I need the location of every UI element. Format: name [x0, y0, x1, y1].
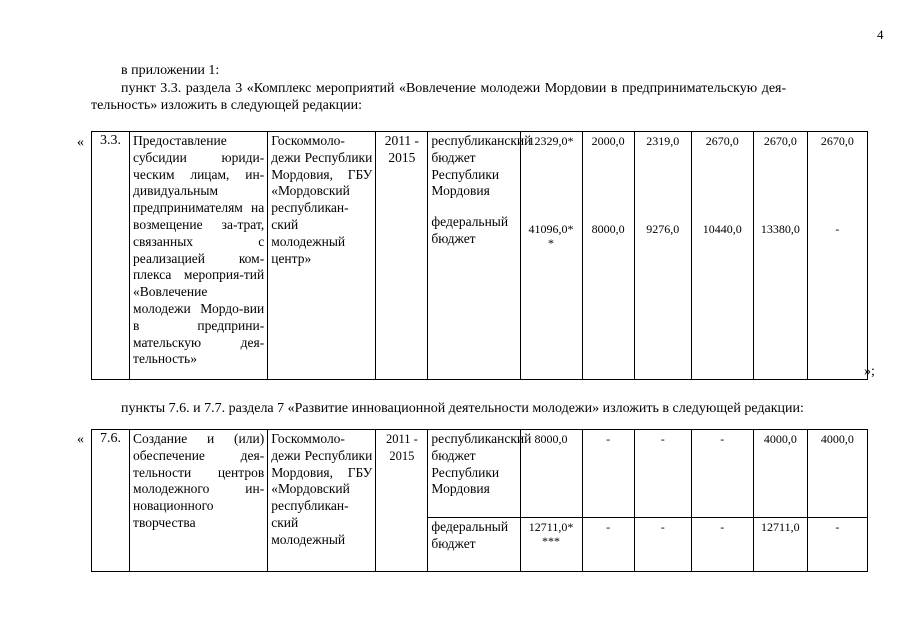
intro-line-1: в приложении 1: — [121, 63, 220, 78]
v2015-regional: 2670,0 — [820, 134, 854, 148]
v2015-regional: 4000,0 — [807, 430, 867, 518]
total-regional: 12329,0* — [528, 134, 574, 148]
opening-quote-1: « — [77, 135, 84, 150]
page-number: 4 — [877, 27, 884, 42]
v2014-federal: 12711,0 — [753, 518, 807, 572]
value-2012 — [634, 132, 691, 380]
total-federal: 41096,0* — [528, 222, 574, 236]
source-federal: федеральный бюджет — [431, 214, 509, 246]
total-federal — [520, 518, 582, 572]
funding-sources — [428, 132, 532, 380]
total-federal-mark: *** — [542, 533, 561, 548]
source-federal: федеральный бюджет — [428, 518, 520, 572]
v2013-federal: 10440,0 — [702, 222, 742, 236]
total-federal-value: 12711,0* — [528, 520, 574, 534]
executor: Госкоммоло-дежи Республики Мордовия, ГБУ «Мордовский республикан-ский молодежный центр» — [268, 132, 376, 380]
v2011-regional: - — [582, 430, 634, 518]
total-federal-mark: * — [548, 235, 555, 250]
activities-table-1 — [91, 131, 868, 380]
v2012-regional: 2319,0 — [646, 134, 680, 148]
opening-quote-2: « — [77, 432, 84, 447]
v2015-federal: - — [807, 518, 867, 572]
period-start: 2011 - — [384, 133, 420, 148]
v2014-regional: 2670,0 — [763, 134, 797, 148]
v2013-regional: 2670,0 — [705, 134, 739, 148]
activity-name: Создание и (или) обеспечение дея-тельности центров молодежного ин-новационного творчества — [130, 430, 268, 572]
v2013-regional: - — [691, 430, 753, 518]
period-start: 2011 - — [385, 432, 418, 446]
value-2015 — [807, 132, 867, 380]
activities-table-2 — [91, 429, 868, 572]
value-2013 — [691, 132, 753, 380]
v2013-federal: - — [691, 518, 753, 572]
activity-name: Предоставление субсидии юриди-ческим лицам, ин-дивидуальным предпринимателям на возмещение за-трат, связанных с реализацией ком-плекса мероприя-тий «Вовлечение молодежи Мордо-вии в предприни-мательскую дея-тельность» — [130, 132, 268, 380]
v2014-regional: 4000,0 — [753, 430, 807, 518]
v2012-federal: 9276,0 — [646, 222, 680, 236]
executor: Госкоммоло-дежи Республики Мордовия, ГБУ «Мордовский республикан-ский молодежный — [268, 430, 376, 572]
period — [376, 430, 428, 572]
v2012-regional: - — [634, 430, 691, 518]
intro-line-3: тельность» изложить в следующей редакции: — [91, 98, 363, 113]
total-cell — [520, 132, 582, 380]
period-end: 2015 — [389, 448, 415, 463]
period — [376, 132, 428, 380]
source-regional: республиканский бюджет Республики Мордовия — [431, 133, 532, 199]
v2011-regional: 2000,0 — [591, 134, 625, 148]
v2012-federal: - — [634, 518, 691, 572]
intro-line-2: пункт 3.3. раздела 3 «Комплекс мероприятий «Вовлечение молодежи Мордовии в предпринимательскую дея- — [121, 81, 787, 96]
v2011-federal: - — [582, 518, 634, 572]
period-end: 2015 — [388, 149, 416, 165]
source-regional: республиканский бюджет Республики Мордовия — [428, 430, 520, 518]
value-2011 — [582, 132, 634, 380]
total-regional: 8000,0 — [520, 430, 582, 518]
value-2014 — [753, 132, 807, 380]
item-number: 3.3. — [92, 132, 130, 380]
v2011-federal: 8000,0 — [591, 222, 625, 236]
v2014-federal: 13380,0 — [760, 222, 800, 236]
closing-quote: »; — [864, 364, 875, 379]
v2015-federal: - — [835, 222, 840, 236]
second-paragraph: пункты 7.6. и 7.7. раздела 7 «Развитие инновационной деятельности молодежи» изложить в следующей редакции: — [121, 401, 804, 416]
item-number: 7.6. — [92, 430, 130, 572]
